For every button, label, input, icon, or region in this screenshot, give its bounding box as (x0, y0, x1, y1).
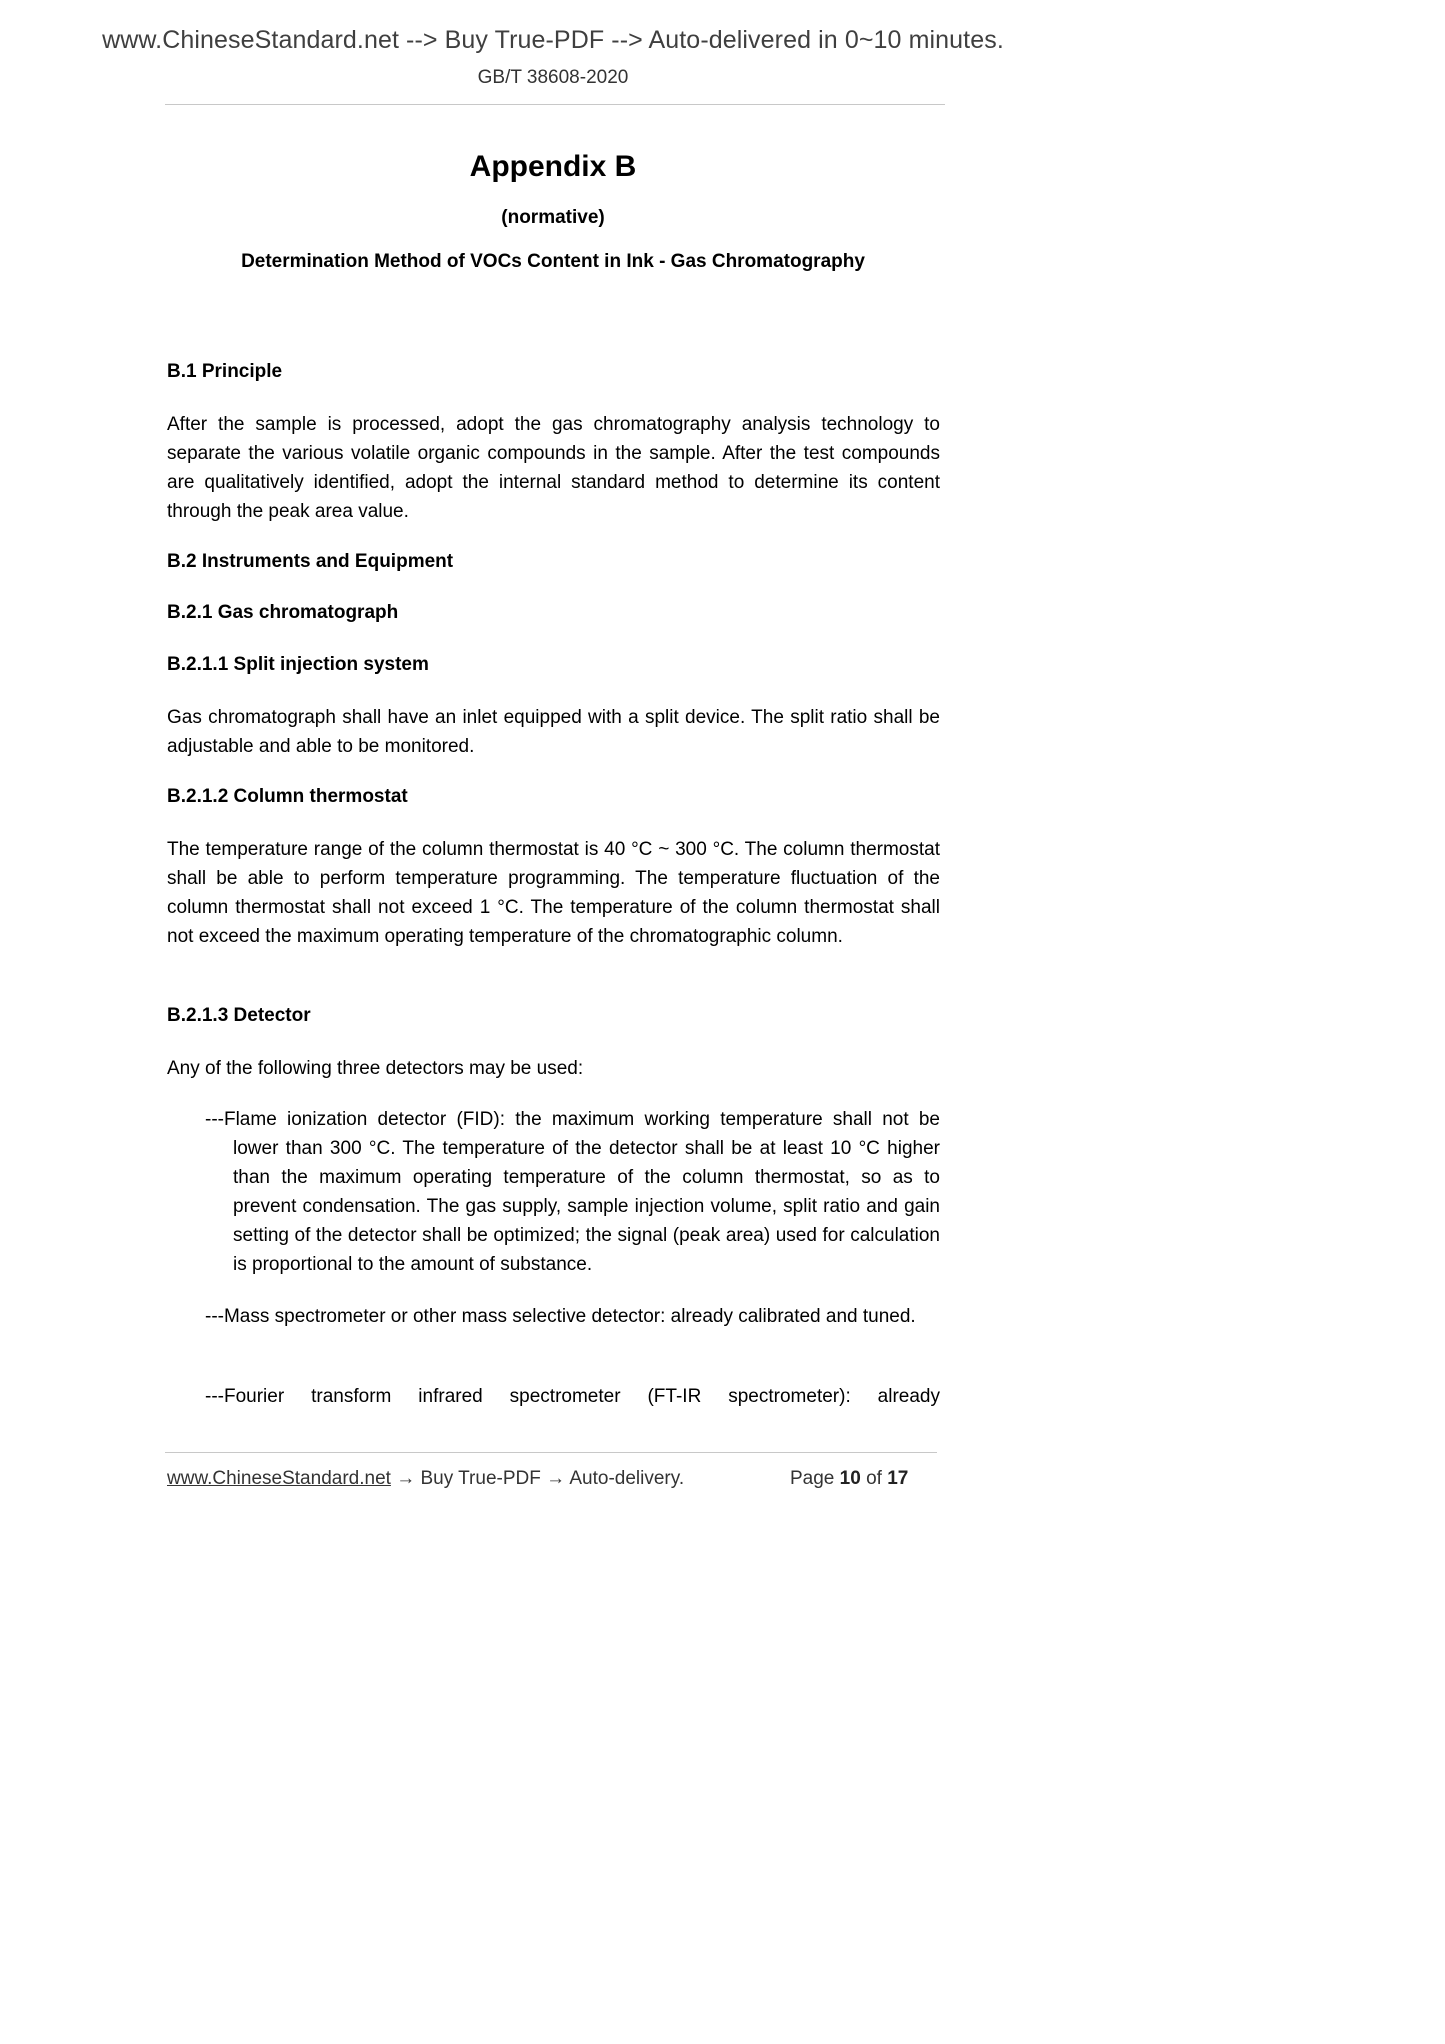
appendix-title: Appendix B (469, 150, 637, 183)
page-label: Page (790, 1468, 835, 1489)
section-b21-heading: B.2.1 Gas chromatograph (167, 602, 399, 623)
footer-site-link[interactable]: www.ChineseStandard.net (167, 1468, 391, 1489)
page-of-label: of (866, 1468, 882, 1489)
section-b213-intro: Any of the following three detectors may be used: (167, 1058, 584, 1079)
standard-number: GB/T 38608-2020 (477, 67, 629, 88)
footer-delivery-text: Auto-delivery. (569, 1468, 685, 1489)
detector-item-ms: ---Mass spectrometer or other mass selective detector: already calibrated and tuned. (205, 1306, 916, 1327)
section-b211-text: Gas chromatograph shall have an inlet equipped with a split device. The split ratio shall be adjustable and able to be monitored. (167, 707, 940, 757)
section-b1-heading: B.1 Principle (167, 361, 283, 382)
arrow-right-icon: → (396, 1468, 416, 1489)
page-current: 10 (839, 1468, 861, 1489)
site-banner: www.ChineseStandard.net --> Buy True-PDF --> Auto-delivered in 0~10 minutes. (102, 26, 1004, 54)
appendix-type: (normative) (501, 207, 605, 228)
footer-divider (165, 1452, 937, 1453)
arrow-right-icon: → (546, 1468, 566, 1489)
page-indicator (790, 1468, 908, 1490)
section-b213-heading: B.2.1.3 Detector (167, 1005, 311, 1026)
section-b212-heading: B.2.1.2 Column thermostat (167, 786, 408, 807)
section-b211-heading: B.2.1.1 Split injection system (167, 654, 429, 675)
detector-item-ftir: ---Fourier transform infrared spectrometer (FT-IR spectrometer): already (205, 1386, 940, 1407)
section-b212-text: The temperature range of the column thermostat is 40 °C ~ 300 °C. The column thermostat shall be able to perform temperature programming. The temperature fluctuation of the column thermostat shall not exceed 1 °C. The temperature of the column thermostat shall not exceed the maximum operating temperature of the chromatographic column. (167, 839, 940, 947)
footer-promo (167, 1468, 684, 1490)
footer-buy-text: Buy True-PDF (420, 1468, 541, 1489)
section-b1-text: After the sample is processed, adopt the gas chromatography analysis technology to separate the various volatile organic compounds in the sample. After the test compounds are qualitatively identified, adopt the internal standard method to determine its content through the peak area value. (167, 414, 940, 522)
section-b2-heading: B.2 Instruments and Equipment (167, 551, 454, 572)
header-divider (165, 104, 945, 105)
page-total: 17 (887, 1468, 909, 1489)
appendix-subtitle: Determination Method of VOCs Content in Ink - Gas Chromatography (241, 251, 865, 272)
detector-item-fid: ---Flame ionization detector (FID): the maximum working temperature shall not be lower than 300 °C. The temperature of the detector shall be at least 10 °C higher than the maximum operating temperature of the column thermostat, so as to prevent condensation. The gas supply, sample injection volume, split ratio and gain setting of the detector shall be optimized; the signal (peak area) used for calculation is proportional to the amount of substance. (205, 1109, 940, 1275)
